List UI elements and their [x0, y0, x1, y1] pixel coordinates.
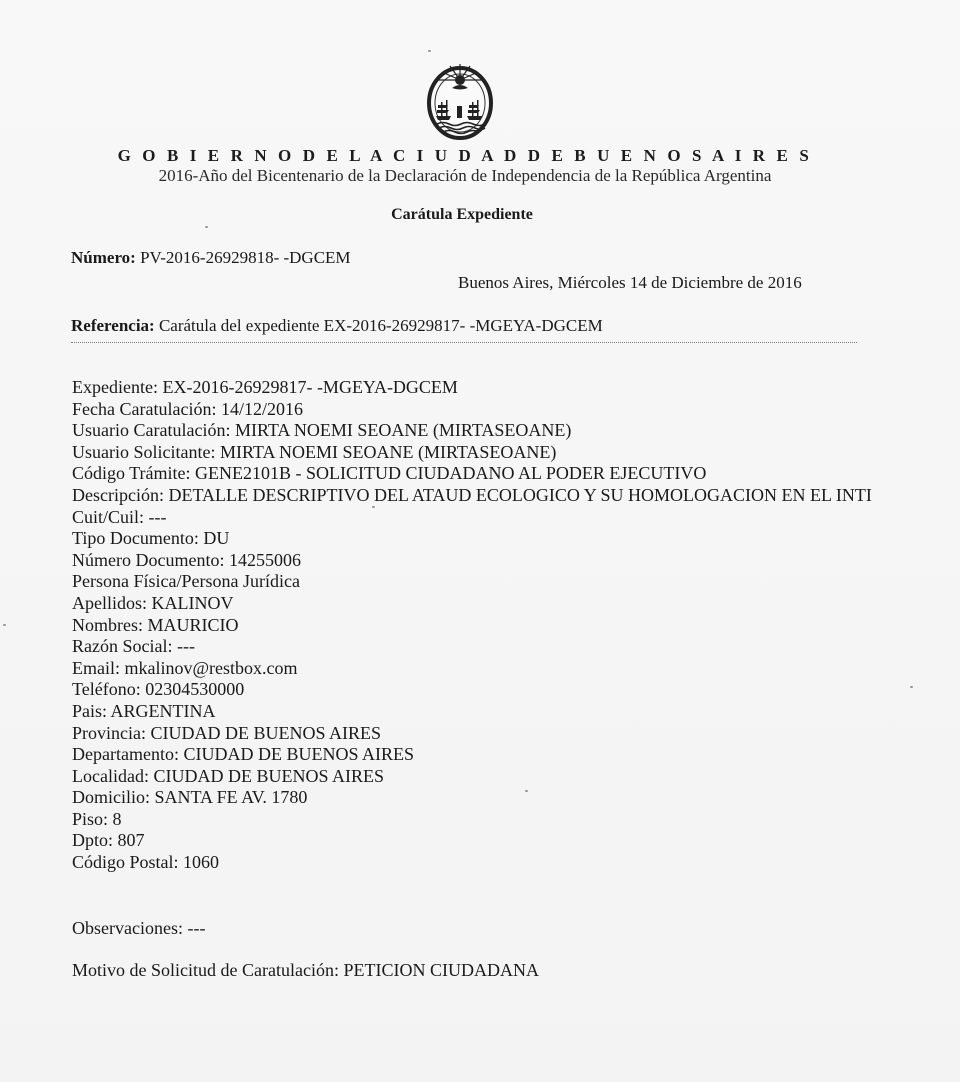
field-pais: Pais: ARGENTINA — [72, 700, 216, 721]
field-nombres: Nombres: MAURICIO — [72, 614, 239, 635]
field-dpto: Dpto: 807 — [72, 830, 145, 851]
field-provincia: Provincia: CIUDAD DE BUENOS AIRES — [72, 722, 381, 743]
document-number-value: PV-2016-26929818- -DGCEM — [140, 248, 351, 267]
scan-speck — [3, 624, 6, 626]
government-header-subtitle: 2016-Año del Bicentenario de la Declaración de Independencia de la República Argentina — [158, 166, 772, 185]
field-localidad: Localidad: CIUDAD DE BUENOS AIRES — [72, 765, 384, 786]
scan-speck — [205, 226, 208, 228]
document-reference — [71, 316, 603, 336]
field-telefono: Teléfono: 02304530000 — [72, 679, 245, 700]
field-apellidos: Apellidos: KALINOV — [72, 592, 234, 613]
field-piso: Piso: 8 — [72, 808, 122, 829]
scan-speck — [910, 686, 913, 688]
field-persona-tipo: Persona Física/Persona Jurídica — [72, 571, 300, 592]
field-codigo-tramite: Código Trámite: GENE2101B - SOLICITUD CIUDADANO AL PODER EJECUTIVO — [72, 463, 707, 484]
document-reference-label: Referencia: — [71, 316, 155, 335]
field-expediente: Expediente: EX-2016-26929817- -MGEYA-DGCEM — [72, 377, 458, 397]
field-domicilio: Domicilio: SANTA FE AV. 1780 — [72, 787, 308, 808]
field-tipo-documento: Tipo Documento: DU — [72, 528, 230, 549]
scan-speck — [525, 790, 528, 792]
field-usuario-caratulacion: Usuario Caratulación: MIRTA NOEMI SEOANE (MIRTASEOANE) — [72, 420, 572, 441]
document-number — [71, 248, 351, 268]
document-type-title: Carátula Expediente — [391, 206, 533, 223]
government-header-title: G O B I E R N O D E L A C I U D A D D E B U E N O S A I R E S — [117, 146, 813, 165]
motivo-solicitud: Motivo de Solicitud de Caratulación: PETICION CIUDADANA — [72, 960, 539, 980]
expediente-field-list — [72, 377, 902, 874]
document-date-place: Buenos Aires, Miércoles 14 de Diciembre de 2016 — [458, 273, 802, 292]
field-numero-documento: Número Documento: 14255006 — [72, 549, 301, 570]
document-number-label: Número: — [71, 248, 136, 267]
field-cuit-cuil: Cuit/Cuil: --- — [72, 506, 167, 527]
field-departamento: Departamento: CIUDAD DE BUENOS AIRES — [72, 744, 414, 765]
field-fecha-caratulacion: Fecha Caratulación: 14/12/2016 — [72, 398, 303, 419]
dotted-divider — [71, 342, 857, 343]
field-codigo-postal: Código Postal: 1060 — [72, 852, 220, 873]
scan-speck — [372, 506, 375, 508]
field-descripcion: Descripción: DETALLE DESCRIPTIVO DEL ATAUD ECOLOGICO Y SU HOMOLOGACION EN EL INTI — [72, 484, 872, 505]
coat-of-arms-icon — [424, 58, 496, 142]
scan-speck — [428, 50, 431, 52]
field-email: Email: mkalinov@restbox.com — [72, 657, 298, 678]
field-usuario-solicitante: Usuario Solicitante: MIRTA NOEMI SEOANE (MIRTASEOANE) — [72, 441, 557, 462]
field-razon-social: Razón Social: --- — [72, 636, 195, 657]
document-reference-value: Carátula del expediente EX-2016-26929817- -MGEYA-DGCEM — [158, 316, 603, 335]
observaciones: Observaciones: --- — [72, 918, 206, 938]
